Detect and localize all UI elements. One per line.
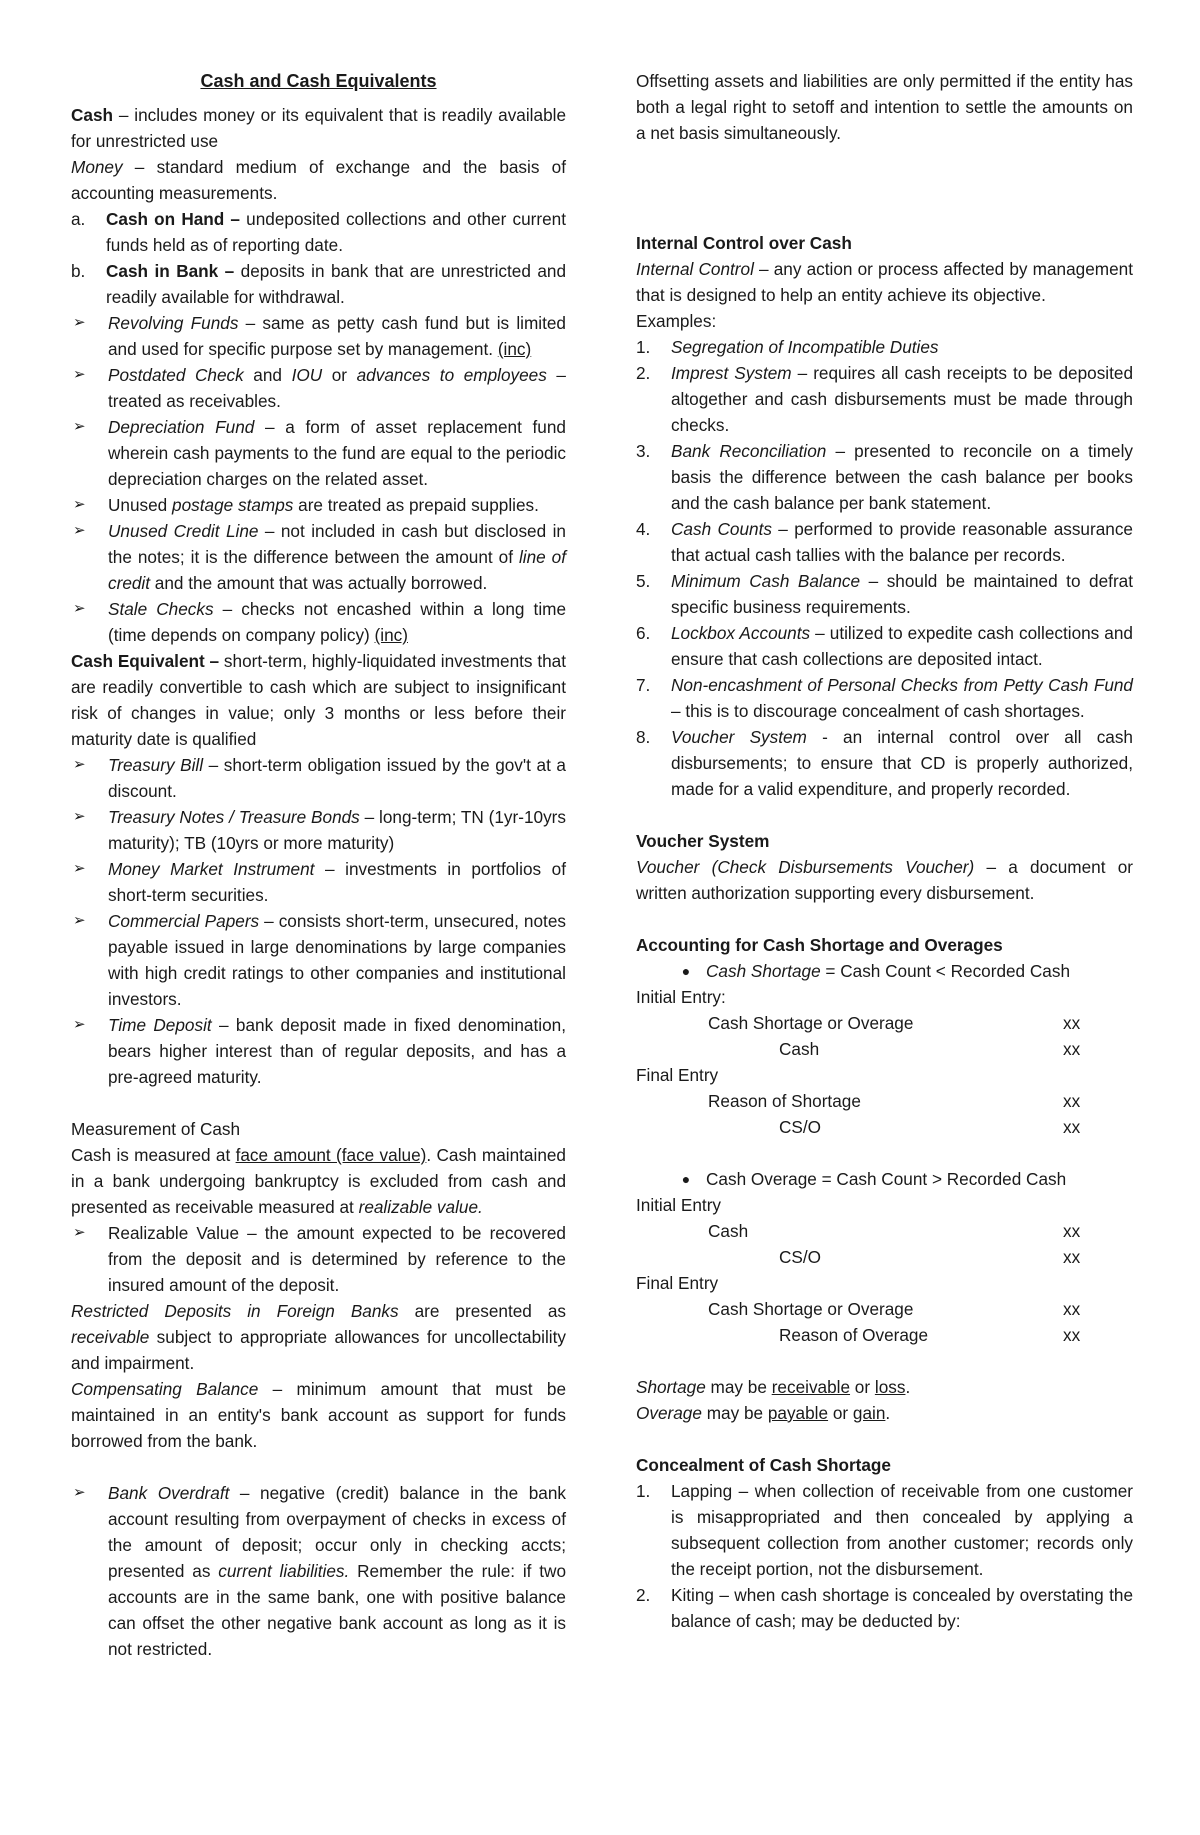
arrow-bullet-icon: ➢: [73, 808, 86, 825]
list-item: ➢ Realizable Value – the amount expected to be recovered from the deposit and is determined by reference to the insured amount of the deposit.: [71, 1220, 566, 1298]
page-title: Cash and Cash Equivalents: [200, 71, 437, 91]
list-item: 8. Voucher System - an internal control over all cash disbursements; to ensure that CD is properly authorized, made for a valid expenditure, and properly recorded.: [636, 727, 1133, 799]
arrow-bullet-icon: ➢: [73, 1484, 86, 1501]
list-item: 3. Bank Reconciliation – presented to reconcile on a timely basis the difference between the cash balance per books and the cash balance per bank statement.: [636, 441, 1134, 513]
journal-entry-line: Cash Shortage or Overage xx: [708, 1299, 1081, 1319]
list-item: ➢ Revolving Funds – same as petty cash fund but is limited and used for specific purpose set by management. (inc): [71, 310, 566, 362]
list-item: ➢ Bank Overdraft – negative (credit) balance in the bank account resulting from overpayment of checks in excess of the amount of deposit; occur only in checking accts; presented as current liabilities. Remember the rule: if two accounts are in the same bank, one with positive balance can offset the other negative bank account as long as it is not restricted.: [71, 1480, 566, 1662]
arrow-bullet-icon: ➢: [73, 912, 86, 929]
shortage-note: Shortage may be receivable or loss.: [636, 1377, 911, 1397]
internal-control-definition: Internal Control – any action or process affected by management that is designed to help an entity achieve its objective.: [636, 259, 1133, 305]
list-item: ➢ Treasury Bill – short-term obligation issued by the gov't at a discount.: [71, 752, 566, 804]
list-item: 7. Non-encashment of Personal Checks from Petty Cash Fund – this is to discourage concealment of cash shortages.: [636, 675, 1133, 721]
arrow-bullet-icon: ➢: [73, 496, 86, 513]
list-item: 6. Lockbox Accounts – utilized to expedite cash collections and ensure that cash collections are deposited intact.: [636, 623, 1133, 669]
voucher-definition: Voucher (Check Disbursements Voucher) – a document or written authorization supporting every disbursement.: [636, 857, 1133, 903]
arrow-bullet-icon: ➢: [73, 314, 86, 331]
list-item: ➢ Time Deposit – bank deposit made in fixed denomination, bears higher interest than of regular deposits, and has a pre-agreed maturity.: [71, 1012, 566, 1090]
cash-definition: Cash – includes money or its equivalent that is readily available for unrestricted use: [71, 105, 566, 151]
measurement-heading: Measurement of Cash: [71, 1119, 241, 1139]
journal-entry-line: CS/O xx: [779, 1247, 1081, 1267]
list-item: ➢ Treasury Notes / Treasure Bonds – long-term; TN (1yr-10yrs maturity); TB (10yrs or more maturity): [71, 804, 566, 856]
initial-entry-label: Initial Entry: [636, 1195, 722, 1215]
arrow-bullet-icon: ➢: [73, 1016, 86, 1033]
list-item: 1. Segregation of Incompatible Duties: [636, 337, 939, 357]
right-column: [636, 68, 1133, 1634]
arrow-bullet-icon: ➢: [73, 600, 86, 617]
measurement-paragraph: Cash is measured at face amount (face value). Cash maintained in a bank undergoing bankruptcy is excluded from cash and presented as receivable measured at realizable value.: [71, 1145, 566, 1217]
cash-shortage-overage-heading: Accounting for Cash Shortage and Overages: [636, 935, 1003, 955]
list-item: ➢ Commercial Papers – consists short-term, unsecured, notes payable issued in large denominations by large companies with high credit ratings to other companies and institutional investors.: [71, 908, 566, 1012]
list-item: ● Cash Overage = Cash Count > Recorded Cash: [636, 1166, 1133, 1192]
list-item: ➢ Unused postage stamps are treated as prepaid supplies.: [71, 492, 566, 518]
restricted-deposits-paragraph: Restricted Deposits in Foreign Banks are presented as receivable subject to appropriate allowances for uncollectability and impairment.: [71, 1301, 567, 1373]
list-item: b. Cash in Bank – deposits in bank that are unrestricted and readily available for withdrawal.: [71, 261, 567, 307]
left-column: [71, 68, 566, 1662]
list-item: ● Cash Shortage = Cash Count < Recorded Cash: [636, 958, 1133, 984]
list-item: 5. Minimum Cash Balance – should be maintained to defrat specific business requirements.: [636, 571, 1134, 617]
list-item: 4. Cash Counts – performed to provide reasonable assurance that actual cash tallies with the balance per records.: [636, 519, 1133, 565]
cash-equivalent-definition: Cash Equivalent – short-term, highly-liquidated investments that are readily convertible to cash which are subject to insignificant risk of changes in value; only 3 months or less before their maturity date is qualified: [71, 651, 566, 749]
journal-entry-line: Reason of Shortage xx: [708, 1091, 1081, 1111]
bullet-icon: ●: [681, 1171, 691, 1187]
journal-entry-line: CS/O xx: [779, 1117, 1081, 1137]
list-item: a. Cash on Hand – undeposited collections and other current funds held as of reporting date.: [71, 209, 566, 255]
list-item: ➢ Money Market Instrument – investments in portfolios of short-term securities.: [71, 856, 566, 908]
arrow-bullet-icon: ➢: [73, 756, 86, 773]
journal-entry-line: Cash xx: [779, 1039, 1081, 1059]
voucher-system-heading: Voucher System: [636, 831, 770, 851]
journal-entry-line: Reason of Overage xx: [779, 1325, 1081, 1345]
compensating-balance-paragraph: Compensating Balance – minimum amount that must be maintained in an entity's bank account as support for funds borrowed from the bank.: [71, 1379, 567, 1451]
list-item: 2. Kiting – when cash shortage is concealed by overstating the balance of cash; may be deducted by:: [636, 1585, 1133, 1631]
arrow-bullet-icon: ➢: [73, 1224, 86, 1241]
concealment-heading: Concealment of Cash Shortage: [636, 1455, 891, 1475]
list-item: ➢ Postdated Check and IOU or advances to employees – treated as receivables.: [71, 362, 566, 414]
arrow-bullet-icon: ➢: [73, 860, 86, 877]
final-entry-label: Final Entry: [636, 1273, 719, 1293]
list-item: ➢ Unused Credit Line – not included in cash but disclosed in the notes; it is the difference between the amount of line of credit and the amount that was actually borrowed.: [71, 518, 566, 596]
offsetting-paragraph: Offsetting assets and liabilities are only permitted if the entity has both a legal right to setoff and intention to settle the amounts on a net basis simultaneously.: [636, 71, 1133, 143]
arrow-bullet-icon: ➢: [73, 418, 86, 435]
journal-entry-line: Cash xx: [708, 1221, 1081, 1241]
list-item: ➢ Depreciation Fund – a form of asset replacement fund wherein cash payments to the fund are equal to the periodic depreciation charges on the related asset.: [71, 414, 566, 492]
examples-label: Examples:: [636, 311, 717, 331]
final-entry-label: Final Entry: [636, 1065, 719, 1085]
internal-control-heading: Internal Control over Cash: [636, 233, 852, 253]
list-item: ➢ Stale Checks – checks not encashed within a long time (time depends on company policy) (inc): [71, 596, 566, 648]
arrow-bullet-icon: ➢: [73, 522, 86, 539]
bullet-icon: ●: [681, 963, 691, 979]
list-item: 1. Lapping – when collection of receivable from one customer is misappropriated and then concealed by applying a subsequent collection from another customer; records only the receipt portion, not the disbursement.: [636, 1481, 1133, 1579]
initial-entry-label: Initial Entry:: [636, 987, 726, 1007]
arrow-bullet-icon: ➢: [73, 366, 86, 383]
journal-entry-line: Cash Shortage or Overage xx: [708, 1013, 1081, 1033]
money-definition: Money – standard medium of exchange and the basis of accounting measurements.: [71, 157, 566, 203]
list-item: 2. Imprest System – requires all cash receipts to be deposited altogether and cash disbursements must be made through checks.: [636, 363, 1134, 435]
overage-note: Overage may be payable or gain.: [636, 1403, 891, 1423]
